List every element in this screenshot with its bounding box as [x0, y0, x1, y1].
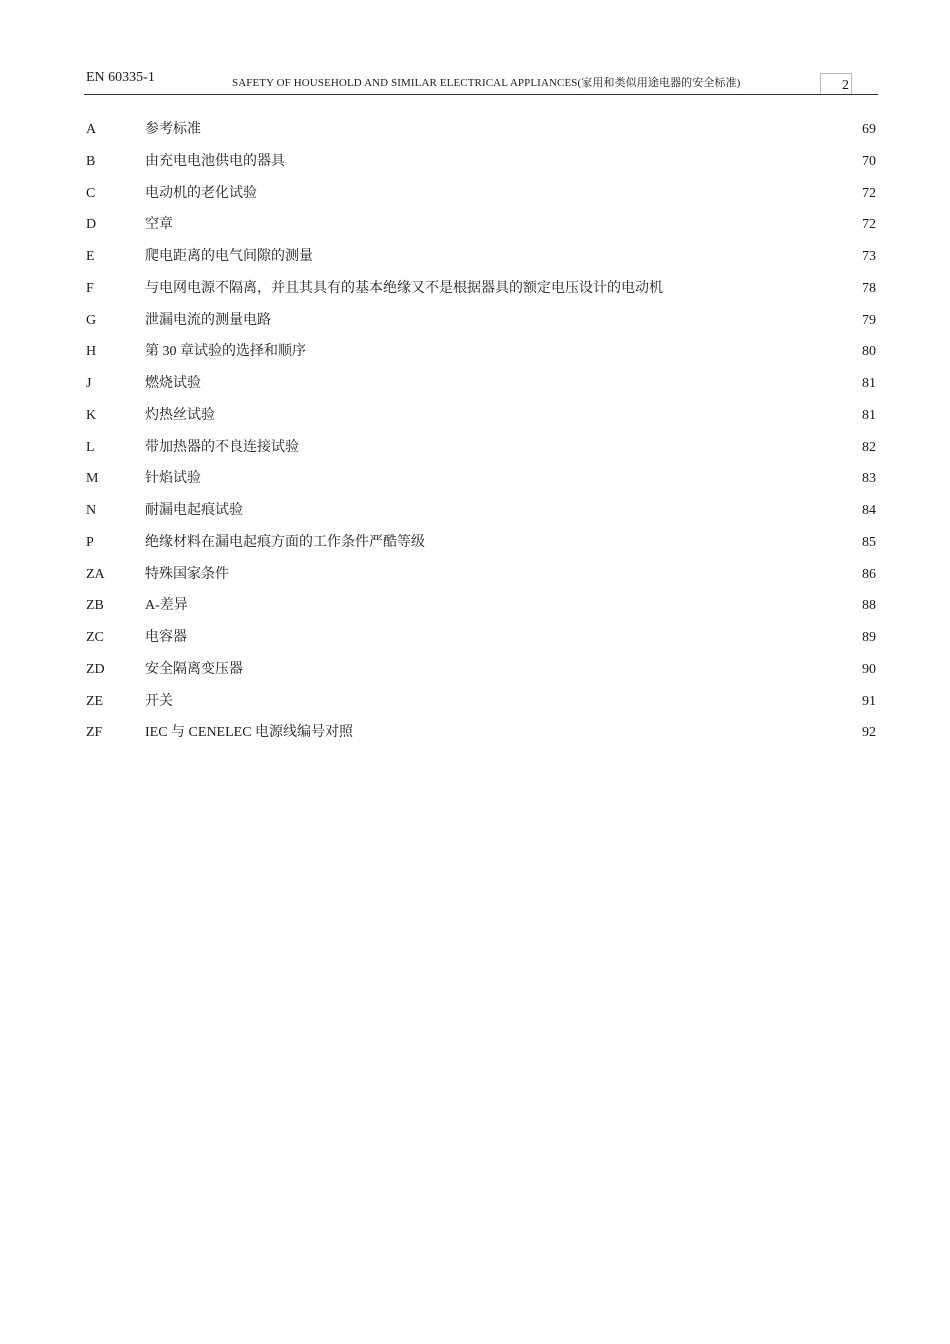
toc-entry-code: B [86, 153, 96, 169]
toc-entry-page: 88 [862, 598, 876, 614]
toc-entry-code: ZF [86, 725, 103, 741]
toc-entry-title: 电容器 [145, 630, 187, 645]
toc-entry-code: ZC [86, 630, 104, 645]
toc-entry-title: 参考标准 [145, 122, 201, 137]
toc-entry-title: 爬电距离的电气间隙的测量 [145, 249, 313, 264]
toc-entry[interactable] [84, 404, 878, 436]
toc-entry[interactable] [84, 150, 878, 182]
page-number: 2 [842, 78, 849, 93]
toc-entry[interactable] [84, 721, 878, 753]
toc-entry-code: N [86, 503, 97, 518]
toc-entry-code: ZD [86, 661, 105, 677]
toc-entry-code: K [86, 407, 97, 423]
toc-entry[interactable] [84, 626, 878, 658]
toc-entry-code: L [86, 439, 95, 455]
toc-entry-title: 特殊国家条件 [145, 566, 229, 582]
toc-entry-title: 开关 [145, 693, 173, 709]
toc-entry-title: 安全隔离变压器 [145, 661, 243, 677]
toc-entry-page: 83 [862, 471, 876, 487]
toc-entry[interactable] [84, 118, 878, 150]
toc-entry-page: 89 [862, 630, 876, 645]
toc-entry[interactable] [84, 372, 878, 404]
toc-entry-code: F [86, 280, 94, 296]
toc-entry-title: 由充电电池供电的器具 [145, 153, 285, 169]
toc-entry[interactable] [84, 594, 878, 626]
toc-entry-code: M [86, 471, 99, 487]
toc-entry[interactable] [84, 182, 878, 214]
toc-entry[interactable] [84, 467, 878, 499]
toc-entry-code: A [86, 122, 97, 137]
toc-entry-code: H [86, 344, 97, 360]
toc-entry[interactable] [84, 340, 878, 372]
toc-entry-page: 72 [862, 185, 876, 201]
toc-entry-page: 84 [862, 503, 876, 518]
toc-entry-code: G [86, 312, 97, 328]
toc-entry-code: ZB [86, 598, 104, 614]
toc-entry-title: 空章 [145, 217, 173, 233]
toc-entry-page: 79 [862, 312, 876, 328]
page-header [84, 68, 878, 95]
toc-entry-title: 带加热器的不良连接试验 [145, 439, 299, 455]
toc-entry-title: 泄漏电流的测量电路 [145, 312, 271, 328]
toc-entry-title: 针焰试验 [145, 471, 201, 487]
toc-entry-page: 70 [862, 153, 876, 169]
toc-entry-code: J [86, 376, 92, 391]
page-number-box [820, 73, 852, 94]
toc-entry-title: A-差异 [145, 598, 188, 614]
document-title: SAFETY OF HOUSEHOLD AND SIMILAR ELECTRICAL APPLIANCES(家用和类似用途电器的安全标准) [232, 77, 741, 89]
toc-entry-code: D [86, 217, 97, 233]
toc-entry-page: 85 [862, 534, 876, 550]
toc-entry[interactable] [84, 245, 878, 277]
toc-entry-code: C [86, 185, 96, 201]
toc-entry[interactable] [84, 213, 878, 245]
toc-entry[interactable] [84, 277, 878, 309]
toc-entry-page: 69 [862, 122, 876, 137]
toc-entry-page: 80 [862, 344, 876, 360]
toc-entry-code: P [86, 534, 94, 550]
toc-entry[interactable] [84, 436, 878, 468]
toc-entry-page: 90 [862, 661, 876, 677]
document-id: EN 60335-1 [86, 70, 155, 85]
toc-entry[interactable] [84, 531, 878, 563]
toc-entry[interactable] [84, 499, 878, 531]
toc-entry-title: 耐漏电起痕试验 [145, 503, 243, 518]
toc-entry[interactable] [84, 658, 878, 690]
toc-entry-title: 灼热丝试验 [145, 407, 215, 423]
toc-entry-code: ZE [86, 693, 104, 709]
toc-entry-title: 电动机的老化试验 [145, 185, 257, 201]
toc-entry-page: 78 [862, 280, 876, 296]
toc-entry[interactable] [84, 690, 878, 722]
toc-entry-page: 72 [862, 217, 876, 233]
toc-entry-page: 81 [862, 376, 876, 391]
toc-entry-title: 燃烧试验 [145, 376, 201, 391]
toc-entry[interactable] [84, 563, 878, 595]
toc-entry-code: ZA [86, 566, 105, 582]
toc-entry-title: 绝缘材料在漏电起痕方面的工作条件严酷等级 [145, 534, 425, 550]
toc-entry-page: 73 [862, 249, 876, 264]
toc-entry-page: 82 [862, 439, 876, 455]
toc-entry-page: 91 [862, 693, 876, 709]
toc-entry[interactable] [84, 309, 878, 341]
toc-entry-page: 92 [862, 725, 876, 741]
toc-entry-page: 81 [862, 407, 876, 423]
table-of-contents [84, 118, 878, 753]
toc-entry-title: 与电网电源不隔离，并且其具有的基本绝缘又不是根据器具的额定电压设计的电动机 [145, 280, 663, 296]
toc-entry-title: 第 30 章试验的选择和顺序 [145, 344, 306, 360]
toc-entry-code: E [86, 249, 95, 264]
toc-entry-page: 86 [862, 566, 876, 582]
toc-entry-title: IEC 与 CENELEC 电源线编号对照 [145, 725, 354, 741]
